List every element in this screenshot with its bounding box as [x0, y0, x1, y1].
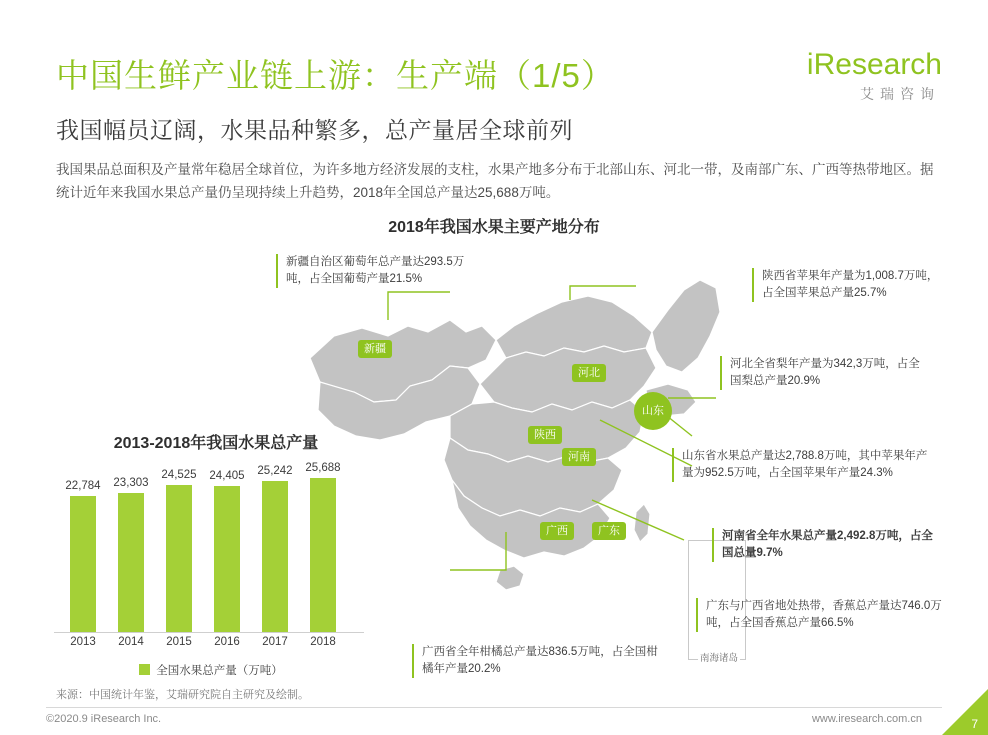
footer-divider [46, 707, 942, 708]
province-label-shandong: 山东 [634, 392, 672, 430]
nanhai-inset-label: 南海诸岛 [698, 650, 740, 664]
province-label-guangxi: 广西 [540, 522, 574, 540]
x-label-2015: 2015 [166, 636, 192, 648]
page-corner-decoration [942, 689, 988, 735]
logo-wordmark [762, 48, 942, 82]
map-caption: 2018年我国水果主要产地分布 [388, 219, 600, 236]
province-label-guangdong: 广东 [592, 522, 626, 540]
bar-rect-2017 [262, 481, 288, 632]
x-label-2018: 2018 [310, 636, 336, 648]
province-label-henan: 河南 [562, 448, 596, 466]
note-guangdong: 广东与广西省地处热带，香蕉总产量达746.0万吨，占全国香蕉总产量66.5% [696, 598, 942, 632]
bar-rect-2018 [310, 478, 336, 632]
intro-paragraph: 我国果品总面积及产量常年稳居全球首位，为许多地方经济发展的支柱，水果产地多分布于北部山东、河北一带，及南部广东、广西等热带地区。据统计近年来我国水果总产量仍呈现持续上升趋势，2018年全国总产量达25,688万吨。 [56, 162, 934, 200]
province-label-xinjiang: 新疆 [358, 340, 392, 358]
note-shandong: 山东省水果总产量达2,788.8万吨，其中苹果年产量为952.5万吨，占全国苹果年产量24.3% [672, 448, 930, 482]
bar-value-2014: 23,303 [113, 477, 149, 489]
bar-2015 [161, 469, 197, 632]
page-number: 7 [971, 717, 978, 731]
x-label-2013: 2013 [70, 636, 96, 648]
bar-2014 [113, 477, 149, 632]
province-label-shaanxi: 陕西 [528, 426, 562, 444]
page-title: 中国生鲜产业链上游：生产端（1/5） [56, 57, 615, 94]
province-label-hebei: 河北 [572, 364, 606, 382]
bar-2016 [209, 470, 245, 632]
bar-rect-2014 [118, 493, 144, 632]
note-hebei: 河北全省梨年产量为342,3万吨，占全国梨总产量20.9% [720, 356, 930, 390]
bar-value-2018: 25,688 [305, 462, 341, 474]
bar-value-2017: 25,242 [257, 465, 293, 477]
legend-swatch [139, 664, 150, 675]
note-shaanxi: 陕西省苹果年产量为1,008.7万吨，占全国苹果总产量25.7% [752, 268, 942, 302]
bar-rect-2016 [214, 486, 240, 632]
bar-chart [46, 430, 376, 680]
logo-subtext: 艾瑞咨询 [860, 86, 940, 102]
note-xinjiang: 新疆自治区葡萄年总产量达293.5万吨，占全国葡萄产量21.5% [276, 254, 476, 288]
copyright-text: ©2020.9 iResearch Inc. [46, 713, 162, 725]
chart-bars [64, 462, 364, 632]
bar-2013 [65, 480, 101, 632]
legend-label: 全国水果总产量（万吨） [156, 665, 283, 677]
x-label-2016: 2016 [214, 636, 240, 648]
bar-2018 [305, 462, 341, 632]
logo-research: Research [813, 48, 942, 81]
website-url: www.iresearch.com.cn [811, 713, 922, 725]
source-note: 来源：中国统计年鉴，艾瑞研究院自主研究及绘制。 [56, 689, 309, 701]
bar-rect-2013 [70, 496, 96, 632]
logo-i: i [806, 48, 814, 81]
bar-value-2016: 24,405 [209, 470, 245, 482]
bar-2017 [257, 465, 293, 632]
bar-value-2013: 22,784 [65, 480, 101, 492]
iresearch-logo [762, 48, 942, 104]
note-henan: 河南省全年水果总产量2,492.8万吨，占全国总量9.7% [712, 528, 936, 562]
x-label-2014: 2014 [118, 636, 144, 648]
chart-legend [46, 662, 376, 678]
section-subtitle: 我国幅员辽阔，水果品种繁多，总产量居全球前列 [56, 117, 573, 143]
note-guangxi: 广西省全年柑橘总产量达836.5万吨，占全国柑橘年产量20.2% [412, 644, 668, 678]
bar-rect-2015 [166, 485, 192, 632]
x-label-2017: 2017 [262, 636, 288, 648]
chart-title: 2013-2018年我国水果总产量 [113, 435, 319, 452]
chart-axis-line [54, 632, 364, 633]
bar-value-2015: 24,525 [161, 469, 197, 481]
chart-x-axis [64, 636, 364, 654]
